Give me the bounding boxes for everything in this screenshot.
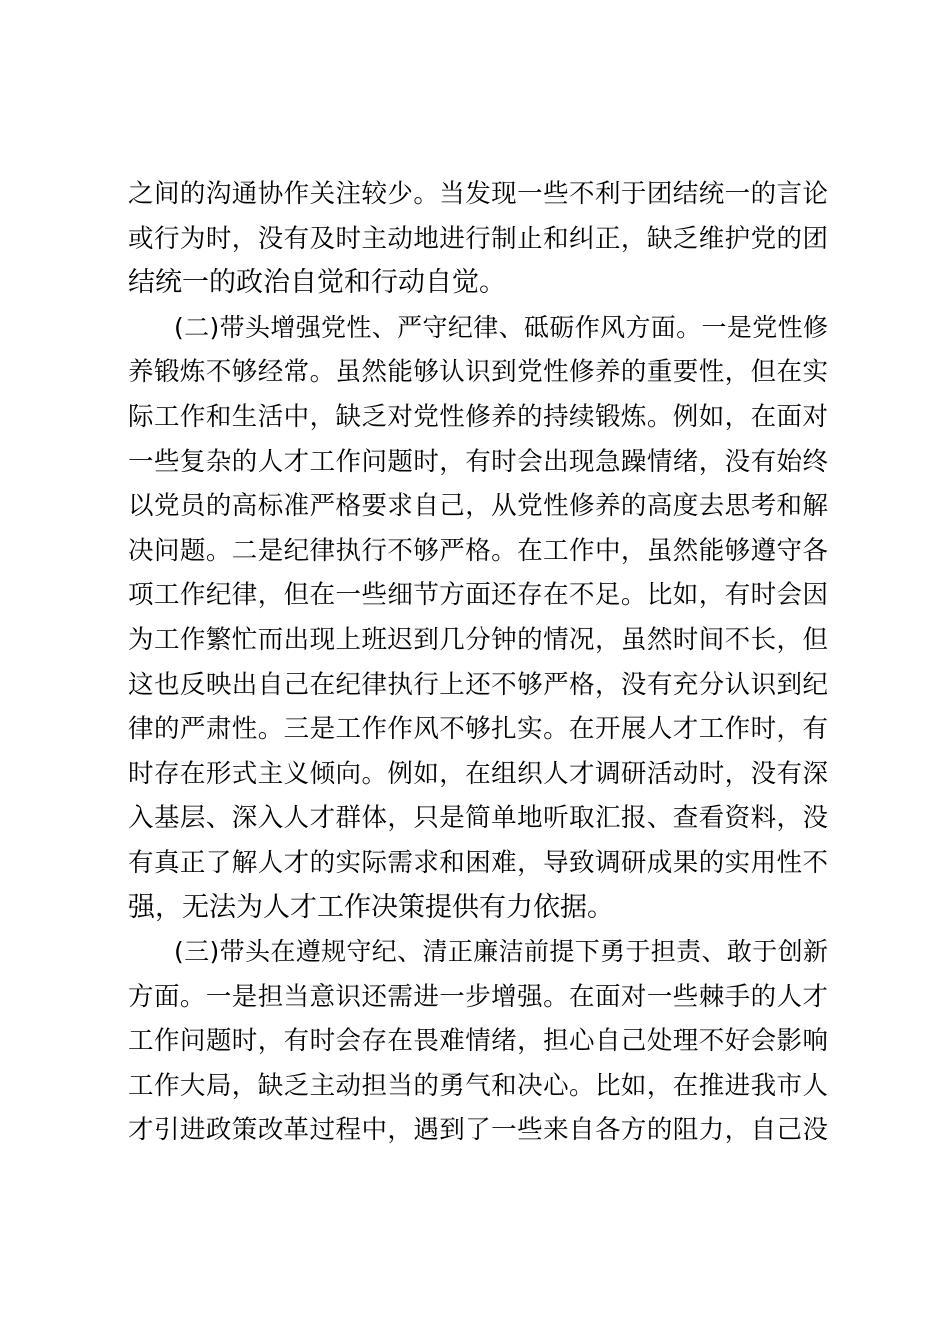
paragraph-line: 才引进政策改革过程中，遇到了一些来自各方的阻力，自己没 [128, 1115, 828, 1146]
paragraph-line: 结统一的政治自觉和行动自觉。 [128, 267, 506, 299]
paragraph-line: 养锻炼不够经常。虽然能够认识到党性修养的重要性，但在实 [128, 357, 828, 388]
paragraph-line: 时存在形式主义倾向。例如，在组织人才调研活动时，没有深 [128, 758, 828, 789]
document-body [128, 172, 828, 1153]
paragraph-line: 一些复杂的人才工作问题时，有时会出现急躁情绪，没有始终 [128, 446, 828, 477]
paragraph-line: 这也反映出自己在纪律执行上还不够严格，没有充分认识到纪 [128, 669, 828, 700]
section-heading-line: (二)带头增强党性、严守纪律、砥砺作风方面。一是党性修 [174, 312, 828, 342]
paragraph-line: 或行为时，没有及时主动地进行制止和纠正，缺乏维护党的团 [128, 223, 828, 254]
paragraph-line: 律的严肃性。三是工作作风不够扎实。在开展人才工作时，有 [128, 714, 828, 745]
paragraph-line: 决问题。二是纪律执行不够严格。在工作中，虽然能够遵守各 [128, 535, 828, 566]
paragraph-line: 强，无法为人才工作决策提供有力依据。 [128, 891, 614, 923]
paragraph-line: 方面。一是担当意识还需进一步增强。在面对一些棘手的人才 [128, 981, 828, 1012]
paragraph-line: 际工作和生活中，缺乏对党性修养的持续锻炼。例如，在面对 [128, 401, 828, 432]
paragraph-line: 入基层、深入人才群体，只是简单地听取汇报、查看资料，没 [128, 803, 828, 834]
paragraph-line: 为工作繁忙而出现上班迟到几分钟的情况，虽然时间不长，但 [128, 624, 828, 655]
paragraph-line: 项工作纪律，但在一些细节方面还存在不足。比如，有时会因 [128, 580, 828, 611]
paragraph-line: 有真正了解人才的实际需求和困难，导致调研成果的实用性不 [128, 847, 828, 878]
paragraph-line: 工作大局，缺乏主动担当的勇气和决心。比如，在推进我市人 [128, 1070, 828, 1101]
paragraph-line: 工作问题时，有时会存在畏难情绪，担心自己处理不好会影响 [128, 1026, 828, 1057]
paragraph-line: 以党员的高标准严格要求自己，从党性修养的高度去思考和解 [128, 491, 828, 522]
paragraph-line: 之间的沟通协作关注较少。当发现一些不利于团结统一的言论 [128, 179, 828, 209]
section-heading-line: (三)带头在遵规守纪、清正廉洁前提下勇于担责、敢于创新 [174, 937, 828, 967]
